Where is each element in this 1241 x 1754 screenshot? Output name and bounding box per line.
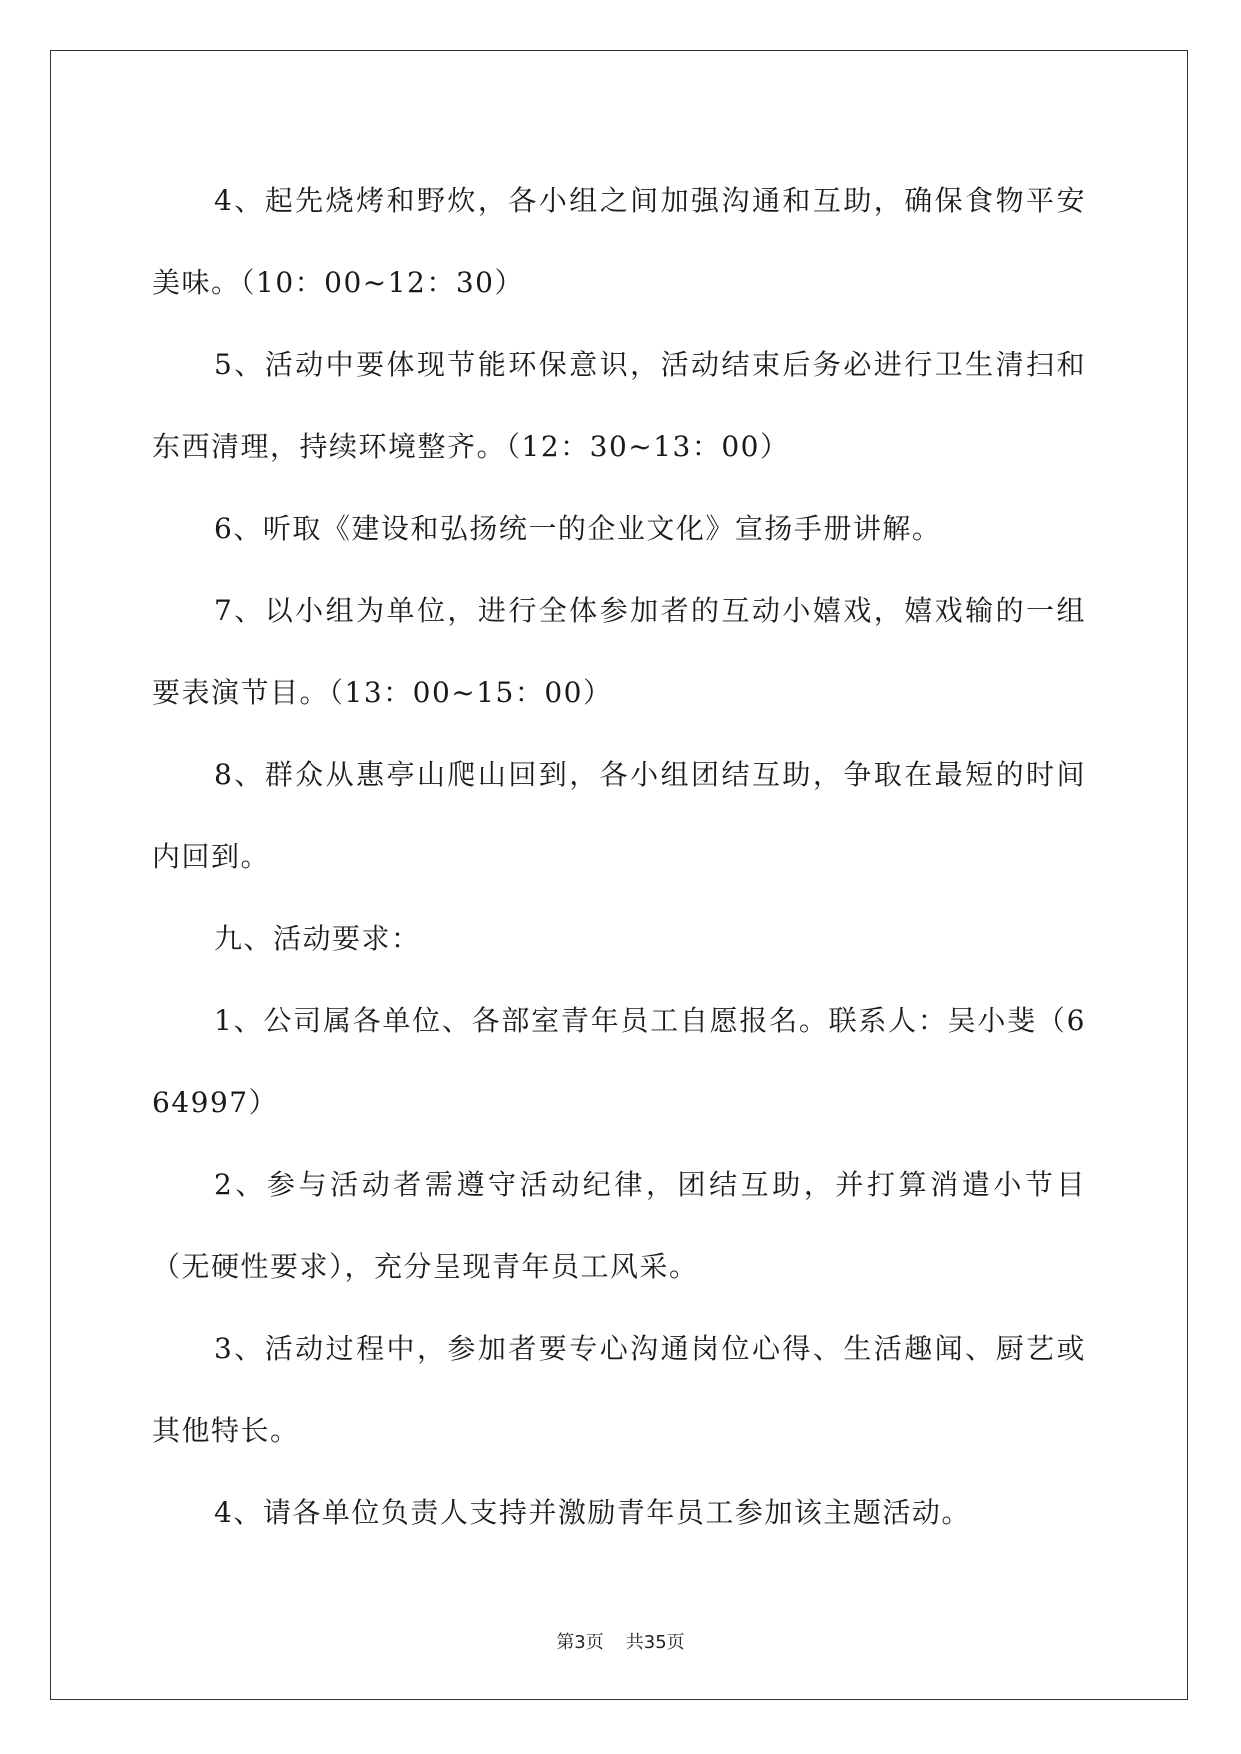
paragraph-item-4-barbecue: 4、起先烧烤和野炊，各小组之间加强沟通和互助，确保食物平安美味。（10：00~12：30） — [152, 184, 1086, 299]
paragraph-requirement-4: 4、请各单位负责人支持并激励青年员工参加该主题活动。 — [214, 1496, 971, 1529]
paragraph-requirement-1: 1、公司属各单位、各部室青年员工自愿报名。联系人：吴小斐（664997） — [152, 1004, 1086, 1119]
section-heading-requirements: 九、活动要求： — [214, 922, 421, 955]
document-body — [152, 160, 1086, 1554]
page-footer — [0, 1628, 1241, 1654]
paragraph-item-6-culture: 6、听取《建设和弘扬统一的企业文化》宣扬手册讲解。 — [214, 512, 942, 545]
paragraph-item-5-cleanup: 5、活动中要体现节能环保意识，活动结束后务必进行卫生清扫和东西清理，持续环境整齐。（12：30~13：00） — [152, 348, 1086, 463]
paragraph-requirement-2: 2、参与活动者需遵守活动纪律，团结互助，并打算消遣小节目（无硬性要求），充分呈现青年员工风采。 — [152, 1168, 1086, 1283]
paragraph-requirement-3: 3、活动过程中，参加者要专心沟通岗位心得、生活趣闻、厨艺或其他特长。 — [152, 1332, 1086, 1447]
paragraph-item-7-games: 7、以小组为单位，进行全体参加者的互动小嬉戏，嬉戏输的一组要表演节目。（13：00~15：00） — [152, 594, 1086, 709]
paragraph-item-8-hiking: 8、群众从惠亭山爬山回到，各小组团结互助，争取在最短的时间内回到。 — [152, 758, 1086, 873]
page-total: 共35页 — [625, 1632, 685, 1653]
page-number: 第3页 — [556, 1632, 604, 1653]
